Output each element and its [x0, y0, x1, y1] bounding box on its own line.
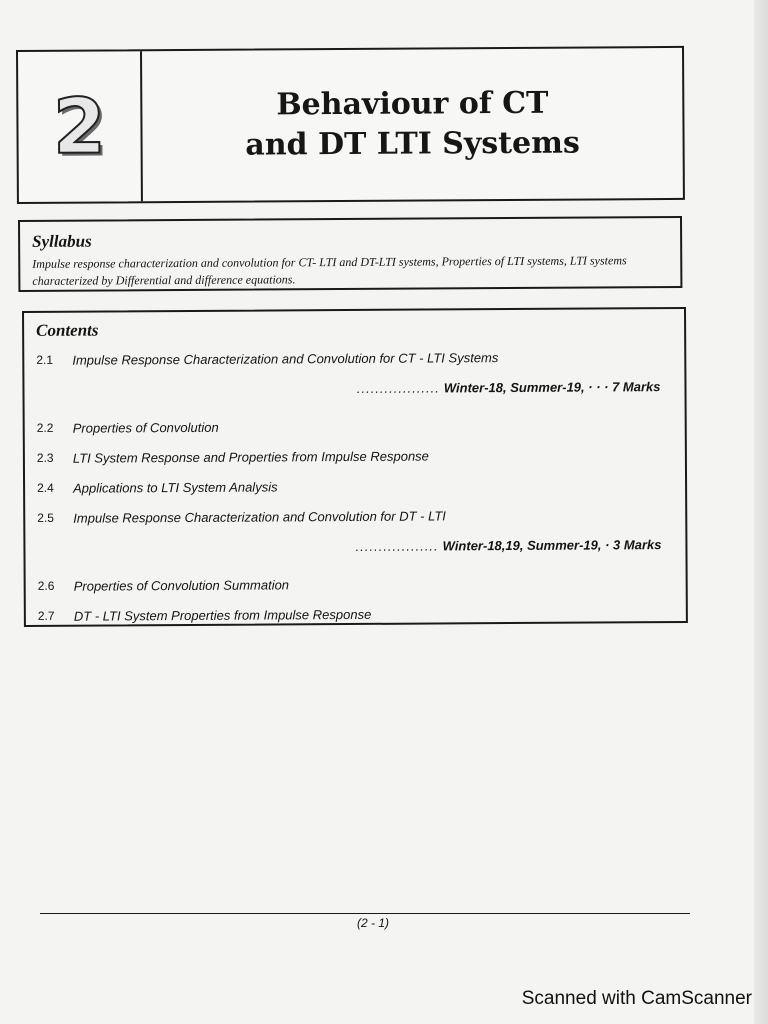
syllabus-box [18, 216, 682, 292]
syllabus-heading: Syllabus [32, 231, 92, 251]
exam-marks: Winter-18, Summer-19, · · · 7 Marks [443, 378, 661, 395]
contents-box [22, 307, 688, 627]
toc-entry-title: Applications to LTI System Analysis [73, 478, 278, 496]
toc-entry-2-3[interactable] [37, 439, 673, 473]
toc-entry-title: LTI System Response and Properties from Impulse Response [72, 448, 429, 466]
toc-entry-number: 2.3 [36, 450, 54, 465]
toc-entry-number: 2.5 [37, 510, 54, 525]
toc-entry-number: 2.6 [37, 578, 55, 593]
toc-entry-number: 2.2 [36, 420, 54, 435]
toc-entry-2-7[interactable] [38, 597, 674, 631]
leader-dots: .................. [355, 537, 439, 554]
toc-entry-2-2[interactable] [37, 409, 673, 443]
toc-marks-2-1 [36, 371, 672, 405]
toc-entry-title: DT - LTI System Properties from Impulse Response [73, 606, 372, 624]
chapter-number: 2 [52, 81, 107, 171]
toc-entry-title: Impulse Response Characterization and Convolution for DT - LTI [73, 507, 446, 526]
toc-entry-title: Properties of Convolution Summation [73, 576, 290, 594]
toc-entry-2-4[interactable] [37, 469, 673, 503]
chapter-title-cell [142, 48, 683, 201]
toc-entry-title: Properties of Convolution [72, 419, 219, 436]
page-number: (2 - 1) [357, 916, 390, 930]
syllabus-text: Impulse response characterization and convolution for CT- LTI and DT-LTI systems, Properties of LTI systems, LTI systems characterized by Differential and difference equations. [32, 253, 627, 288]
toc-entry-number: 2.4 [37, 480, 54, 495]
chapter-title [245, 84, 580, 166]
chapter-title-line-1: Behaviour of CT [276, 85, 549, 123]
toc-marks-2-5 [37, 529, 673, 563]
footer-rule [40, 913, 690, 914]
toc-entry-2-5[interactable] [37, 499, 673, 533]
toc-entry-2-1[interactable] [36, 341, 672, 375]
chapter-header [16, 46, 685, 204]
scanner-watermark: Scanned with CamScanner [521, 988, 752, 1009]
chapter-title-line-2: and DT LTI Systems [245, 125, 580, 163]
chapter-number-cell [18, 51, 143, 202]
leader-dots: .................. [356, 379, 440, 396]
toc-entry-number: 2.1 [36, 352, 54, 367]
exam-marks: Winter-18,19, Summer-19, · 3 Marks [442, 536, 662, 553]
toc-entry-number: 2.7 [37, 608, 55, 623]
toc-entry-2-6[interactable] [38, 567, 674, 601]
page-edge-shadow [754, 0, 768, 1024]
contents-heading: Contents [36, 320, 99, 340]
toc-entry-title: Impulse Response Characterization and Convolution for CT - LTI Systems [72, 349, 499, 368]
